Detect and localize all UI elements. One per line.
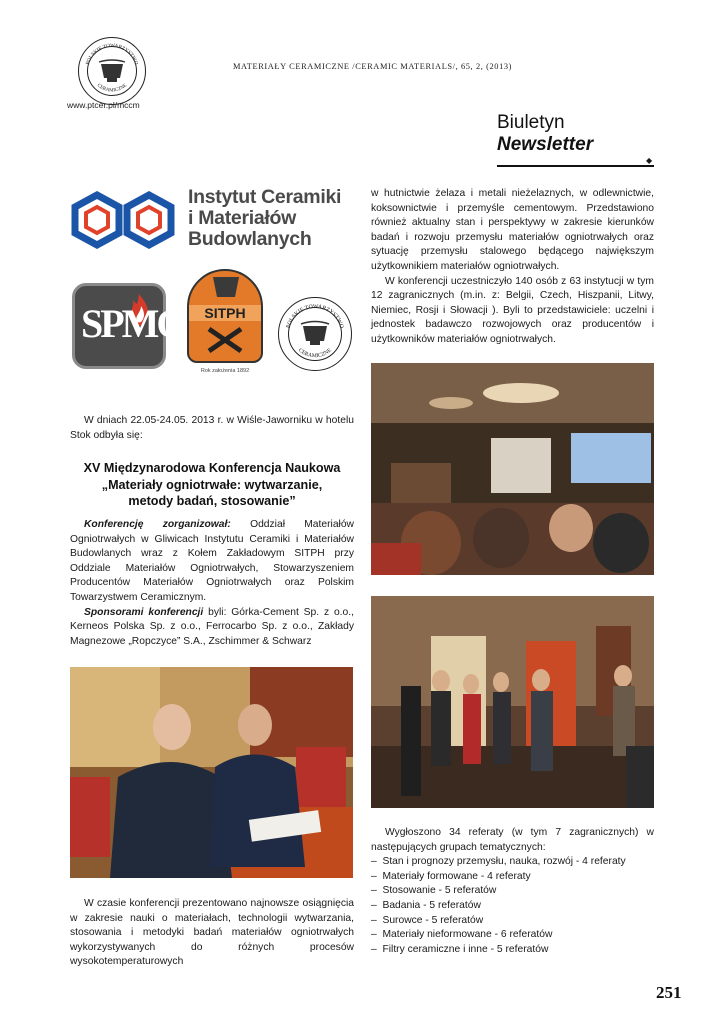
running-header: MATERIAŁY CERAMICZNE /CERAMIC MATERIALS/, 65, 2, (2013) bbox=[233, 62, 513, 71]
seal-bottom-text: CERAMICZNE bbox=[95, 83, 129, 94]
sitph-logo bbox=[187, 269, 263, 374]
section-title-pl: Biuletyn bbox=[497, 112, 565, 133]
list-item: – Badania - 5 referatów bbox=[371, 899, 481, 911]
hexagon-logo-icon bbox=[70, 191, 184, 249]
organizers-paragraph bbox=[70, 518, 354, 649]
right-text-2: W konferencji uczestniczyło 140 osób z 63 instytucji w tym 12 zagranicznych (m.in. z: Belgii, Czech, Hiszpanii, Litwy, Niemiec, Rosji i Słowacji ). Byli to przedstawiciele: uczelni i jednostek badawczo rozwojowych oraz producentów i użytkowników materiałów ogniotrwałych. bbox=[371, 275, 654, 345]
sponsors-label: Sponsorami konferencji bbox=[84, 606, 204, 618]
page-number: 251 bbox=[656, 983, 682, 1002]
photo-lecture-hall bbox=[371, 363, 654, 575]
list-item: – Surowce - 5 referatów bbox=[371, 914, 484, 926]
lectures-intro: Wygłoszono 34 referaty (w tym 7 zagranicznych) w następujących grupach tematycznych: bbox=[371, 827, 654, 853]
website-link[interactable]: www.ptcer.pl/mccm bbox=[67, 100, 140, 110]
sitph-caption: Rok założenia 1892 bbox=[200, 368, 250, 374]
section-divider bbox=[497, 165, 654, 167]
lectures-paragraph bbox=[371, 826, 654, 957]
society-seal-logo bbox=[78, 37, 146, 105]
crucible-icon bbox=[209, 275, 243, 301]
spmo-text: SPMO bbox=[81, 301, 185, 346]
diamond-icon: ◆ bbox=[646, 156, 653, 165]
bottom-left-paragraph bbox=[70, 897, 354, 970]
organizer-text: Oddział Materiałów Ogniotrwałych w Gliwicach Instytutu Ceramiki i Materiałów Budowlanych wraz z Kołem Zakładowym SITPH przy Oddziale Materiałów Ogniotrwałych, Stowarzyszeniem Producentów Materiałów Ogniotrwałych oraz Polskim Towarzystwem Ceramicznym. bbox=[70, 519, 354, 603]
conference-title bbox=[70, 460, 354, 510]
conference-title-line-1: XV Międzynarodowa Konferencja Naukowa bbox=[83, 461, 341, 475]
svg-text:CERAMICZNE bbox=[96, 83, 128, 93]
spmo-logo bbox=[72, 283, 185, 369]
hammers-icon bbox=[203, 325, 247, 355]
seal-emblem-icon bbox=[79, 38, 145, 104]
list-item: – Materiały formowane - 4 referaty bbox=[371, 870, 531, 882]
list-item: – Filtry ceramiczne i inne - 5 referatów bbox=[371, 943, 549, 955]
institute-name-line-3: Budowlanych bbox=[188, 228, 312, 250]
list-item: – Stosowanie - 5 referatów bbox=[371, 885, 497, 897]
organizer-label: Konferencję zorganizował: bbox=[84, 519, 231, 530]
seal-emblem-icon bbox=[279, 298, 351, 370]
seal-top-text: POLSKIE TOWARZYSTWO bbox=[84, 42, 140, 66]
intro-paragraph bbox=[70, 414, 354, 443]
svg-text:POLSKIE TOWARZYSTWO bbox=[286, 304, 345, 329]
intro-text: W dniach 22.05-24.05. 2013 r. w Wiśle-Jaworniku w hotelu Stok odbyła się: bbox=[70, 415, 354, 441]
conference-title-line-3: metody badań, stosowanie” bbox=[128, 494, 296, 508]
svg-text:POLSKIE TOWARZYSTWO bbox=[85, 43, 139, 66]
list-item: – Materiały nieformowane - 6 referatów bbox=[371, 929, 553, 941]
sitph-text: SITPH bbox=[189, 305, 261, 321]
svg-text:CERAMICZNE bbox=[297, 347, 333, 359]
topics-list bbox=[371, 855, 654, 957]
list-item: – Stan i prognozy przemysłu, nauka, rozwój - 4 referaty bbox=[371, 856, 626, 868]
bottom-left-text: W czasie konferencji prezentowano najnowsze osiągnięcia w zakresie nauki o materiałach, technologii wytwarzania, stosowania i metodyki badań materiałów ogniotrwałych wykorzystywanych do różnych procesów wysokotemperaturowych bbox=[70, 898, 354, 968]
institute-name-line-1: Instytut Ceramiki bbox=[188, 186, 342, 208]
section-title-en: Newsletter bbox=[497, 134, 594, 155]
photo-conference-attendees bbox=[70, 667, 353, 878]
institute-name-line-2: i Materiałów bbox=[188, 207, 297, 229]
photo-networking-session bbox=[371, 596, 654, 808]
society-seal-logo-large bbox=[278, 297, 352, 371]
seal-top-text: POLSKIE TOWARZYSTWO bbox=[285, 303, 345, 330]
institute-logo bbox=[70, 187, 352, 251]
right-top-paragraph bbox=[371, 187, 654, 348]
seal-bottom-text: CERAMICZNE bbox=[297, 347, 333, 360]
right-text-1: w hutnictwie żelaza i metali nieżelaznych, w odlewnictwie, koksownictwie i przemyśle cementowym. Przedstawiono również aktualny stan i perspektywy w zakresie kierunków badań i rozwoju przemysłu materiałów ogniotrwałych oraz sytuację przemysłu stalowego będącego największym użytkownikiem materiałów ogniotrwałych. bbox=[371, 188, 654, 272]
sponsors-text: byli: Górka-Cement Sp. z o.o., Kerneos Polska Sp. z o.o., Ferrocarbo Sp. z o.o., Zakłady Magnezowe „Ropczyce” S.A., Zschimmer & Schwarz bbox=[70, 606, 354, 647]
conference-title-line-2: „Materiały ogniotrwałe: wytwarzanie, bbox=[101, 477, 323, 492]
